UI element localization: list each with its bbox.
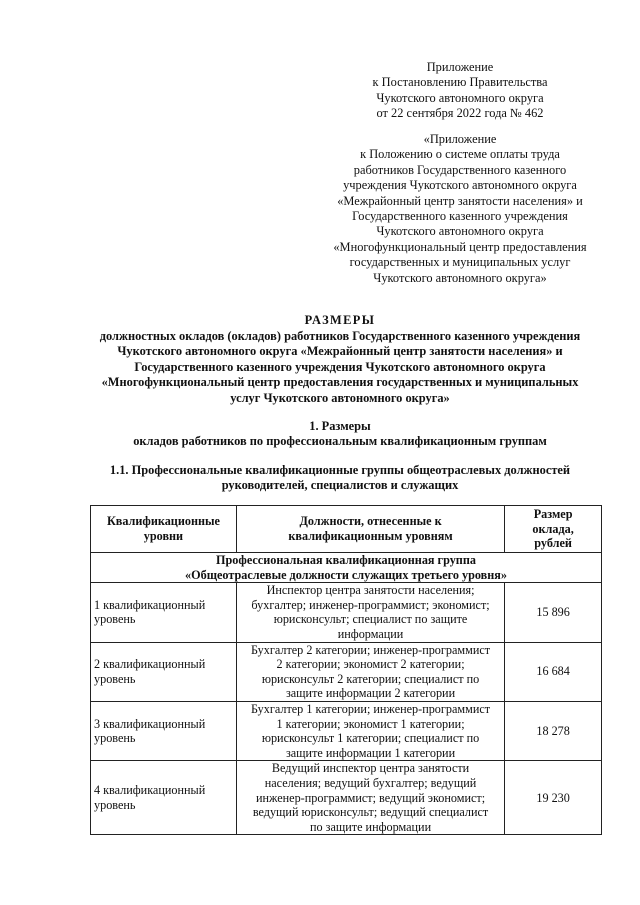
positions-line: по защите информации <box>309 819 432 834</box>
positions-cell <box>236 761 504 835</box>
section-1-1-line: 1.1. Профессиональные квалификационные группы общеотраслевых должностей <box>109 463 571 477</box>
level-line: 4 квалификационный <box>94 783 206 798</box>
level-line: уровень <box>94 731 136 746</box>
salary-cell: 19 230 <box>505 761 602 835</box>
table-row <box>91 642 602 701</box>
salary-cell: 15 896 <box>505 583 602 642</box>
positions-line: информации <box>337 626 404 641</box>
header-salary <box>505 506 602 553</box>
level-line: уровень <box>94 797 136 812</box>
header-salary-line: рублей <box>534 536 572 551</box>
positions-line: 2 категории; экономист 2 категории; <box>276 657 465 672</box>
section-1-1-heading <box>20 463 640 494</box>
positions-cell <box>236 701 504 760</box>
appendix-nested-line: Чукотского автономного округа» <box>373 270 547 285</box>
section-1-1-line: руководителей, специалистов и служащих <box>221 478 459 493</box>
header-level-line: уровни <box>143 529 184 543</box>
positions-line: Ведущий инспектор центра занятости <box>271 761 470 776</box>
table-row <box>91 583 602 642</box>
appendix-nested-line: «Межрайонный центр занятости населения» и <box>337 193 583 208</box>
level-line: уровень <box>94 671 136 686</box>
group-heading-line: Профессиональная квалификационная группа <box>216 553 476 567</box>
level-line: уровень <box>94 612 136 627</box>
positions-line: защите информации 1 категории <box>285 745 456 760</box>
header-positions-line: Должности, отнесенные к <box>299 514 442 529</box>
appendix-nested-line: к Положению о системе оплаты труда <box>360 147 560 162</box>
appendix-line: Приложение <box>426 60 494 74</box>
document-subtitle <box>20 329 640 406</box>
positions-line: защите информации 2 категории <box>285 686 456 701</box>
appendix-nested-line: государственных и муниципальных услуг <box>349 255 571 270</box>
table-row <box>91 761 602 835</box>
header-positions <box>236 506 504 553</box>
positions-line: юрисконсульт 2 категории; специалист по <box>261 671 480 686</box>
group-heading-line: «Общеотраслевые должности служащих третьего уровня» <box>185 567 507 582</box>
header-level <box>91 506 237 553</box>
appendix-nested-line: «Приложение <box>423 132 497 146</box>
section-1-line: окладов работников по профессиональным квалификационным группам <box>133 434 547 449</box>
level-cell <box>91 642 237 701</box>
salary-table <box>90 505 602 835</box>
appendix-nested-line: «Многофункциональный центр предоставления <box>333 239 587 254</box>
positions-cell <box>236 583 504 642</box>
level-cell <box>91 583 237 642</box>
group-row <box>91 553 602 583</box>
header-salary-line: Размер <box>533 507 573 522</box>
appendix-nested-line: работников Государственного казенного <box>353 162 567 177</box>
subtitle-line: «Многофункциональный центр предоставления государственных и муниципальных <box>101 375 579 390</box>
appendix-line: Чукотского автономного округа <box>376 90 544 105</box>
level-line: 3 квалификационный <box>94 716 206 731</box>
level-line: 2 квалификационный <box>94 657 206 672</box>
appendix-nested <box>300 132 620 286</box>
positions-line: Бухгалтер 1 категории; инженер-программист <box>250 701 491 716</box>
subtitle-line: должностных окладов (окладов) работников Государственного казенного учреждения <box>99 329 581 343</box>
positions-line: ведущий юрисконсульт; ведущий специалист <box>252 805 489 820</box>
header-level-line: Квалификационные <box>106 514 220 529</box>
document-title: РАЗМЕРЫ <box>304 313 376 327</box>
positions-line: Инспектор центра занятости населения; <box>266 583 475 598</box>
header-positions-line: квалификационным уровням <box>288 529 453 543</box>
positions-cell <box>236 642 504 701</box>
positions-line: Бухгалтер 2 категории; инженер-программист <box>250 642 491 657</box>
salary-cell: 18 278 <box>505 701 602 760</box>
positions-line: бухгалтер; инженер-программист; экономист; <box>251 597 490 612</box>
appendix-header <box>300 60 620 122</box>
positions-line: 1 категории; экономист 1 категории; <box>276 716 465 731</box>
level-line: 1 квалификационный <box>94 597 206 612</box>
section-1-line: 1. Размеры <box>309 419 371 433</box>
subtitle-line: услуг Чукотского автономного округа» <box>230 390 450 405</box>
section-1-heading <box>20 419 640 450</box>
level-cell <box>91 761 237 835</box>
group-heading <box>91 553 602 583</box>
appendix-line: от 22 сентября 2022 года № 462 <box>376 106 544 121</box>
subtitle-line: Чукотского автономного округа «Межрайонный центр занятости населения» и <box>117 344 563 359</box>
positions-line: юрисконсульт; специалист по защите <box>273 612 468 627</box>
appendix-nested-line: Государственного казенного учреждения <box>352 209 568 224</box>
table-header-row <box>91 506 602 553</box>
level-cell <box>91 701 237 760</box>
positions-line: населения; ведущий бухгалтер; ведущий <box>264 775 477 790</box>
subtitle-line: Государственного казенного учреждения Чукотского автономного округа <box>134 359 546 374</box>
appendix-line: к Постановлению Правительства <box>372 75 548 90</box>
table-row <box>91 701 602 760</box>
header-salary-line: оклада, <box>532 521 574 536</box>
appendix-nested-line: учреждения Чукотского автономного округа <box>343 178 577 193</box>
appendix-nested-line: Чукотского автономного округа <box>376 224 544 239</box>
salary-cell: 16 684 <box>505 642 602 701</box>
positions-line: юрисконсульт 1 категории; специалист по <box>261 731 480 746</box>
positions-line: инженер-программист; ведущий экономист; <box>255 790 486 805</box>
